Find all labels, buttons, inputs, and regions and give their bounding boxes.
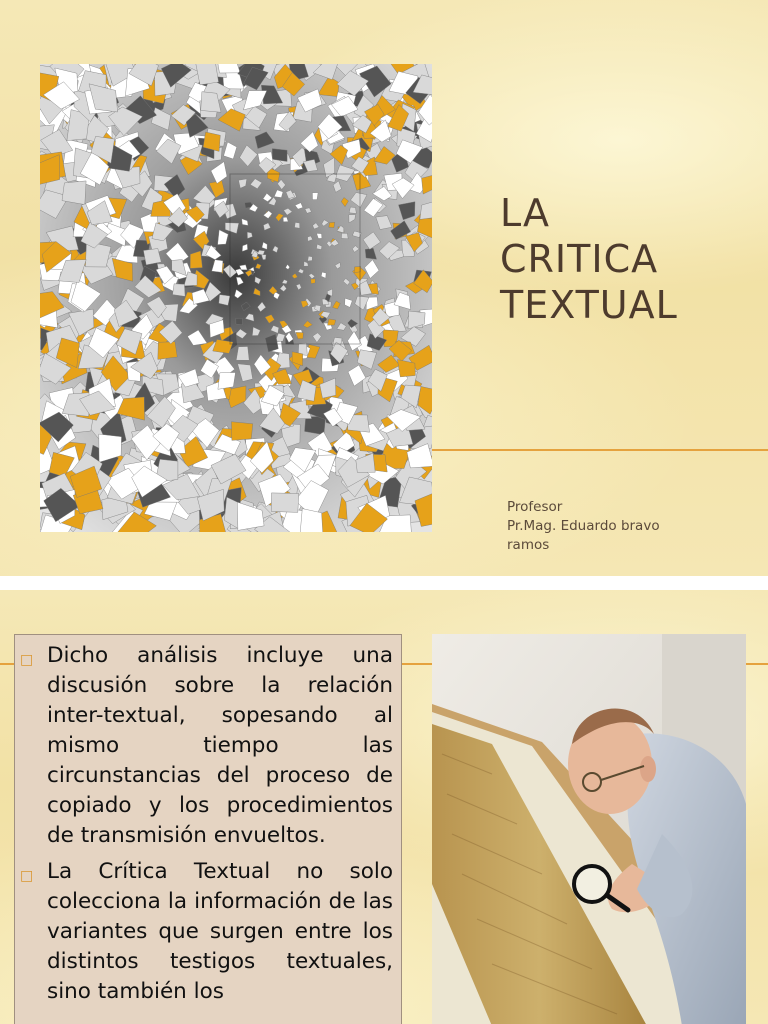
room-tile bbox=[328, 319, 336, 325]
abstract-room-image bbox=[40, 64, 432, 532]
title-line: TEXTUAL bbox=[500, 283, 678, 327]
room-tile bbox=[305, 416, 326, 435]
room-tile bbox=[308, 256, 313, 261]
scroll-examination-photo bbox=[432, 634, 746, 1024]
subtitle-line: ramos bbox=[507, 537, 550, 553]
square-bullet-icon: □ bbox=[20, 868, 34, 884]
subtitle-line: Pr.Mag. Eduardo bravo bbox=[507, 518, 660, 534]
room-tile bbox=[236, 347, 249, 361]
room-tile bbox=[218, 373, 236, 390]
room-tile bbox=[312, 193, 318, 200]
content-slide bbox=[0, 590, 768, 1024]
room-tile bbox=[311, 279, 316, 284]
accent-divider bbox=[432, 449, 768, 451]
subtitle-line: Profesor bbox=[507, 499, 563, 515]
title-line: CRITICA bbox=[500, 237, 659, 281]
room-tile bbox=[158, 342, 178, 360]
room-tile bbox=[216, 64, 240, 73]
room-tile bbox=[341, 233, 348, 239]
slide-subtitle bbox=[507, 498, 707, 555]
bullet-text: Dicho análisis incluye una discusión sobre la relación inter-textual, sopesando al mismo tiempo las circunstancias del proceso de copiado y los procedimientos de transmisión envueltos. bbox=[47, 643, 393, 848]
room-tile bbox=[219, 295, 230, 306]
slide-title bbox=[500, 190, 760, 328]
bullet-item bbox=[20, 641, 393, 851]
room-tile bbox=[272, 149, 287, 162]
bullet-text: La Crítica Textual no solo colecciona la información de las variantes que surgen entre los distintos testigos textuales, sino también los bbox=[47, 859, 393, 1004]
room-tile bbox=[236, 318, 243, 324]
room-tile bbox=[271, 493, 299, 513]
room-tile bbox=[143, 249, 161, 265]
bullet-text-box bbox=[14, 634, 402, 1024]
room-tile bbox=[329, 222, 335, 227]
room-tile bbox=[349, 207, 356, 214]
bullet-item bbox=[20, 857, 393, 1007]
square-bullet-icon: □ bbox=[20, 652, 34, 668]
room-tile bbox=[190, 251, 202, 269]
room-tile bbox=[62, 181, 86, 205]
room-tile bbox=[173, 284, 186, 297]
title-line: LA bbox=[500, 191, 551, 235]
room-tile bbox=[231, 422, 252, 441]
room-tile bbox=[295, 222, 300, 228]
